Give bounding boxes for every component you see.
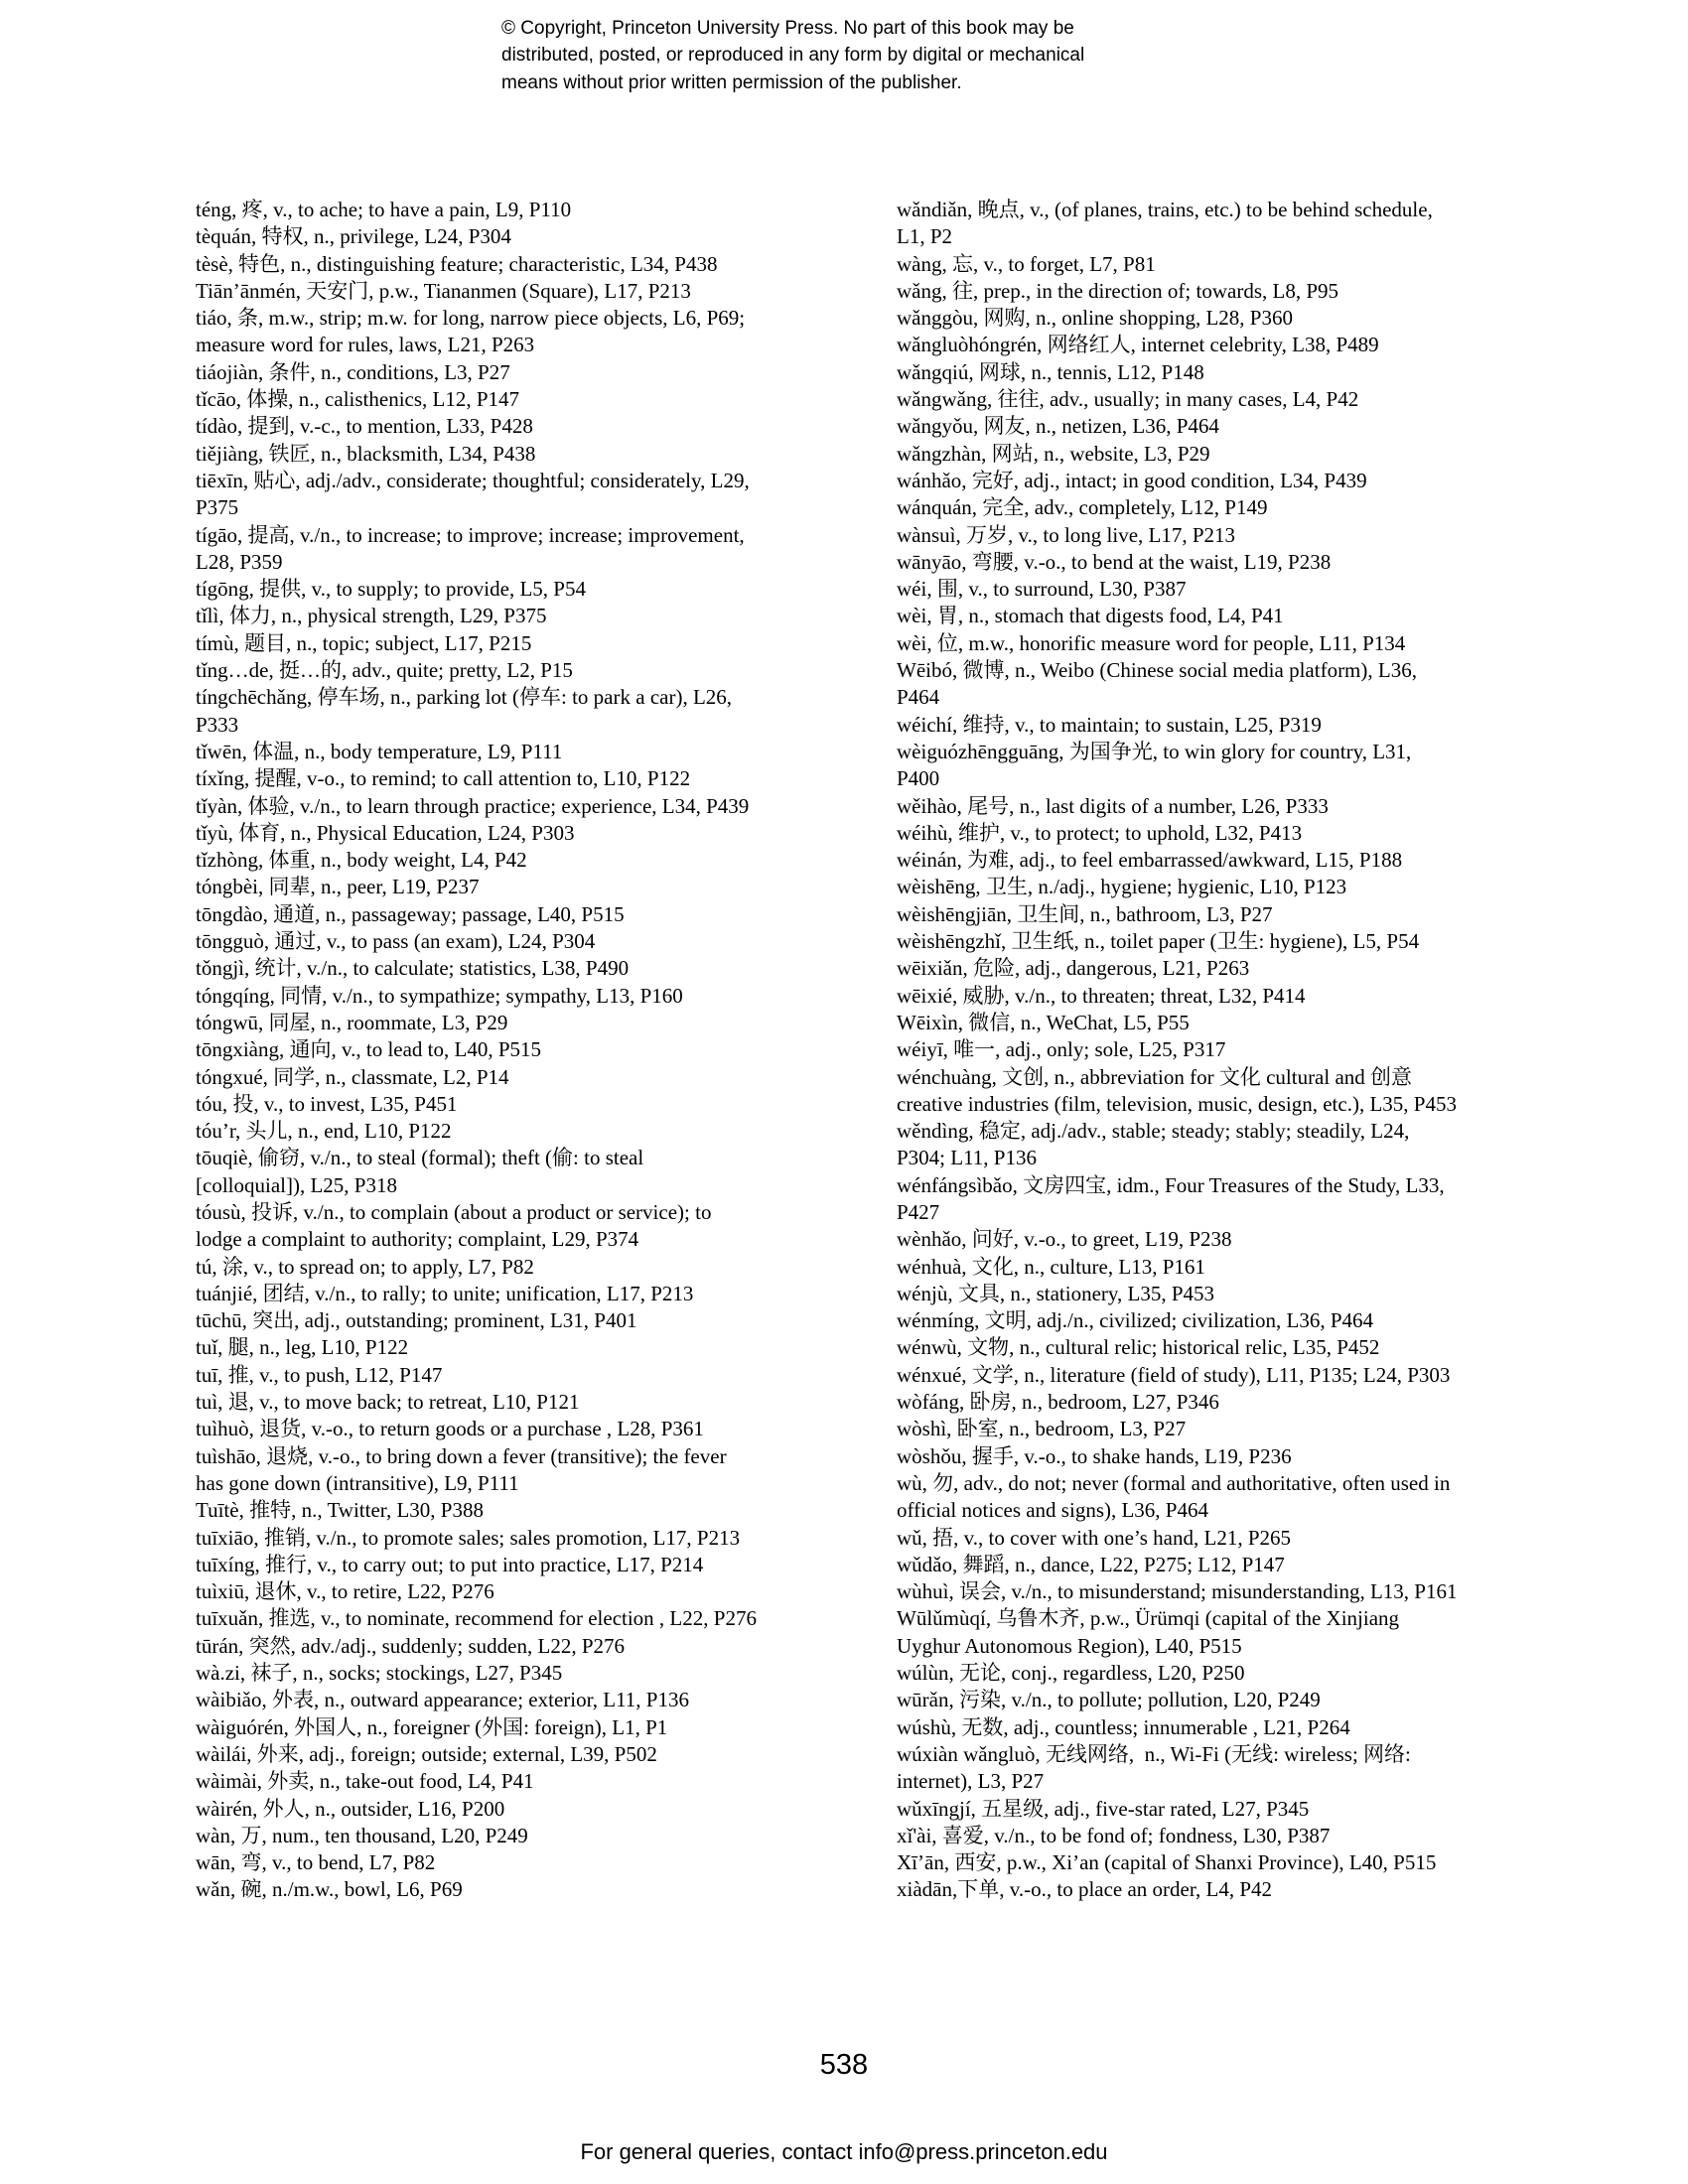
glossary-entry-line: wěndìng, 稳定, adj./adv., stable; steady; stably; steadily, L24, [897, 1119, 1410, 1144]
glossary-entry-line: wān, 弯, v., to bend, L7, P82 [196, 1850, 436, 1875]
glossary-entry-line: tiáojiàn, 条件, n., conditions, L3, P27 [196, 359, 510, 384]
footer-contact: For general queries, contact info@press.princeton.edu [580, 2139, 1108, 2164]
glossary-entry-line: tōuqiè, 偷窃, v./n., to steal (formal); theft (偷: to steal [196, 1146, 644, 1170]
glossary-entry-line: has gone down (intransitive), L9, P111 [196, 1470, 519, 1495]
glossary-entry-line: wúshù, 无数, adj., countless; innumerable , L21, P264 [897, 1714, 1350, 1739]
glossary-entry-line: wǎnggòu, 网购, n., online shopping, L28, P360 [897, 306, 1293, 331]
glossary-entry-line: tímù, 题目, n., topic; subject, L17, P215 [196, 630, 532, 655]
glossary-entry-line: wǔ, 捂, v., to cover with one’s hand, L21, P265 [897, 1525, 1292, 1550]
glossary-entry-line: wàirén, 外人, n., outsider, L16, P200 [196, 1796, 505, 1821]
glossary-entry-line: wéiyī, 唯一, adj., only; sole, L25, P317 [897, 1037, 1226, 1062]
glossary-entry-line: tǐcāo, 体操, n., calisthenics, L12, P147 [196, 387, 520, 412]
glossary-entry-line: wòshǒu, 握手, v.-o., to shake hands, L19, P236 [897, 1443, 1292, 1468]
glossary-entry-line: wúxiàn wǎngluò, 无线网络, n., Wi-Fi (无线: wireless; 网络: [897, 1741, 1411, 1766]
glossary-entry-line: tōngdào, 通道, n., passageway; passage, L40, P515 [196, 901, 625, 926]
glossary-entry-line: Wēibó, 微博, n., Weibo (Chinese social media platform), L36, [897, 658, 1417, 683]
glossary-entry-line: tuǐ, 腿, n., leg, L10, P122 [196, 1335, 409, 1360]
glossary-entry-line: P304; L11, P136 [897, 1146, 1037, 1170]
glossary-entry-line: wàimài, 外卖, n., take-out food, L4, P41 [196, 1769, 534, 1794]
glossary-entry-line: wǔdǎo, 舞蹈, n., dance, L22, P275; L12, P147 [897, 1552, 1285, 1576]
glossary-entry-line: tuìxiū, 退休, v., to retire, L22, P276 [196, 1579, 494, 1604]
glossary-entry-line: tūchū, 突出, adj., outstanding; prominent, L31, P401 [196, 1308, 637, 1333]
glossary-entry-line: tuì, 退, v., to move back; to retreat, L10, P121 [196, 1390, 580, 1415]
glossary-entry-line: wà.zi, 袜子, n., socks; stockings, L27, P345 [196, 1661, 563, 1686]
glossary-entry-line: wànsuì, 万岁, v., to long live, L17, P213 [897, 522, 1236, 547]
glossary-entry-line: tóu’r, 头儿, n., end, L10, P122 [196, 1119, 452, 1144]
glossary-entry-line: L1, P2 [897, 224, 953, 249]
glossary-entry-line: wàiguórén, 外国人, n., foreigner (外国: foreign), L1, P1 [196, 1714, 668, 1739]
glossary-entry-line: wénmíng, 文明, adj./n., civilized; civilization, L36, P464 [897, 1308, 1374, 1333]
glossary-entry-line: tiēxīn, 贴心, adj./adv., considerate; thoughtful; considerately, L29, [196, 468, 750, 492]
glossary-entry-line: Tuītè, 推特, n., Twitter, L30, P388 [196, 1498, 484, 1523]
glossary-entry-line: tóngxué, 同学, n., classmate, L2, P14 [196, 1064, 509, 1089]
page-number: 538 [819, 2049, 869, 2081]
glossary-entry-line: tígāo, 提高, v./n., to increase; to improve; increase; improvement, [196, 522, 745, 547]
glossary-entry-line: tǐyàn, 体验, v./n., to learn through practice; experience, L34, P439 [196, 793, 750, 818]
glossary-entry-line: tóngqíng, 同情, v./n., to sympathize; sympathy, L13, P160 [196, 983, 683, 1008]
glossary-entry-line: tǒngjì, 统计, v./n., to calculate; statistics, L38, P490 [196, 956, 630, 981]
glossary-entry-line: wénhuà, 文化, n., culture, L13, P161 [897, 1254, 1205, 1279]
glossary-entry-line: wénchuàng, 文创, n., abbreviation for 文化 cultural and 创意 [897, 1064, 1413, 1089]
glossary-entry-line: wèi, 位, m.w., honorific measure word for people, L11, P134 [897, 630, 1406, 655]
glossary-entry-line: wǎng, 往, prep., in the direction of; towards, L8, P95 [897, 278, 1338, 303]
glossary-entry-line: tǐwēn, 体温, n., body temperature, L9, P111 [196, 739, 563, 763]
glossary-entry-line: wǎngzhàn, 网站, n., website, L3, P29 [897, 441, 1210, 466]
glossary-entry-line: Wēixìn, 微信, n., WeChat, L5, P55 [897, 1010, 1190, 1034]
glossary-entry-line: tōngguò, 通过, v., to pass (an exam), L24, P304 [196, 929, 596, 954]
glossary-entry-line: wǎngyǒu, 网友, n., netizen, L36, P464 [897, 414, 1219, 439]
glossary-entry-line: wèishēngzhǐ, 卫生纸, n., toilet paper (卫生: hygiene), L5, P54 [897, 929, 1420, 954]
glossary-entry-line: tuìshāo, 退烧, v.-o., to bring down a fever (transitive); the fever [196, 1443, 727, 1468]
glossary-entry-line: tūrán, 突然, adv./adj., suddenly; sudden, L22, P276 [196, 1633, 626, 1658]
glossary-entry-line: wéichí, 维持, v., to maintain; to sustain, L25, P319 [897, 712, 1322, 737]
glossary-entry-line: wǎngwǎng, 往往, adv., usually; in many cases, L4, P42 [897, 387, 1359, 412]
glossary-entry-line: wàng, 忘, v., to forget, L7, P81 [897, 251, 1156, 276]
glossary-entry-line: wòfáng, 卧房, n., bedroom, L27, P346 [897, 1390, 1219, 1415]
glossary-entry-line: wèi, 胃, n., stomach that digests food, L4, P41 [897, 604, 1284, 628]
glossary-entry-line: official notices and signs), L36, P464 [897, 1498, 1208, 1523]
glossary-entry-line: wānyāo, 弯腰, v.-o., to bend at the waist, L19, P238 [897, 549, 1332, 574]
glossary-entry-line: wǎngqiú, 网球, n., tennis, L12, P148 [897, 359, 1204, 384]
glossary-entry-line: wǎngluòhóngrén, 网络红人, internet celebrity, L38, P489 [897, 333, 1379, 357]
glossary-entry-line: tuánjié, 团结, v./n., to rally; to unite; unification, L17, P213 [196, 1281, 694, 1305]
glossary-entry-line: tíxǐng, 提醒, v-o., to remind; to call attention to, L10, P122 [196, 766, 691, 791]
glossary-entry-line: wù, 勿, adv., do not; never (formal and authoritative, often used in [897, 1470, 1451, 1495]
glossary-entry-line: wěihào, 尾号, n., last digits of a number, L26, P333 [897, 793, 1329, 818]
copyright-line: © Copyright, Princeton University Press. No part of this book may be [501, 18, 1074, 39]
glossary-entry-line: wénxué, 文学, n., literature (field of study), L11, P135; L24, P303 [897, 1362, 1451, 1387]
glossary-entry-line: wūrǎn, 污染, v./n., to pollute; pollution, L20, P249 [897, 1688, 1321, 1712]
glossary-entry-line: tǐng…de, 挺…的, adv., quite; pretty, L2, P15 [196, 658, 573, 683]
glossary-entry-line: tiáo, 条, m.w., strip; m.w. for long, narrow piece objects, L6, P69; [196, 306, 746, 331]
glossary-entry-line: tōngxiàng, 通向, v., to lead to, L40, P515 [196, 1037, 542, 1062]
glossary-entry-line: Xī’ān, 西安, p.w., Xi’an (capital of Shanxi Province), L40, P515 [897, 1850, 1437, 1875]
glossary-entry-line: tíngchēchǎng, 停车场, n., parking lot (停车: to park a car), L26, [196, 685, 733, 710]
glossary-entry-line: tuīxuǎn, 推选, v., to nominate, recommend for election , L22, P276 [196, 1606, 757, 1631]
glossary-entry-line: wéi, 围, v., to surround, L30, P387 [897, 577, 1187, 602]
glossary-entry-line: tǐlì, 体力, n., physical strength, L29, P375 [196, 604, 547, 628]
glossary-entry-line: internet), L3, P27 [897, 1769, 1045, 1794]
glossary-entry-line: tuī, 推, v., to push, L12, P147 [196, 1362, 443, 1387]
glossary-entry-line: tèquán, 特权, n., privilege, L24, P304 [196, 224, 511, 249]
glossary-entry-line: wùhuì, 误会, v./n., to misunderstand; misunderstanding, L13, P161 [897, 1579, 1458, 1604]
glossary-entry-line: wēixiǎn, 危险, adj., dangerous, L21, P263 [897, 956, 1250, 981]
glossary-entry-line: tuìhuò, 退货, v.-o., to return goods or a purchase , L28, P361 [196, 1417, 704, 1441]
glossary-column-left [196, 197, 757, 1904]
glossary-entry-line: tǐzhòng, 体重, n., body weight, L4, P42 [196, 848, 527, 873]
glossary-entry-line: tǐyù, 体育, n., Physical Education, L24, P303 [196, 820, 575, 845]
glossary-entry-line: Wūlǔmùqí, 乌鲁木齐, p.w., Ürümqi (capital of the Xinjiang [897, 1606, 1400, 1631]
glossary-entry-line: tóu, 投, v., to invest, L35, P451 [196, 1091, 458, 1116]
glossary-entry-line: wéihù, 维护, v., to protect; to uphold, L32, P413 [897, 820, 1303, 845]
glossary-entry-line: wàn, 万, num., ten thousand, L20, P249 [196, 1823, 528, 1847]
glossary-entry-line: tídào, 提到, v.-c., to mention, L33, P428 [196, 414, 533, 439]
glossary-entry-line: tuīxiāo, 推销, v./n., to promote sales; sales promotion, L17, P213 [196, 1525, 741, 1550]
copyright-line: distributed, posted, or reproduced in any form by digital or mechanical [501, 45, 1085, 67]
glossary-entry-line: tuīxíng, 推行, v., to carry out; to put into practice, L17, P214 [196, 1552, 704, 1576]
glossary-entry-line: lodge a complaint to authority; complaint, L29, P374 [196, 1227, 639, 1252]
glossary-entry-line: tóngbèi, 同辈, n., peer, L19, P237 [196, 875, 480, 899]
glossary-entry-line: xiàdān,下单, v.-o., to place an order, L4, P42 [897, 1877, 1273, 1902]
glossary-entry-line: P333 [196, 712, 239, 737]
glossary-entry-line: L28, P359 [196, 549, 283, 574]
glossary-entry-line: P375 [196, 495, 239, 520]
glossary-entry-line: wòshì, 卧室, n., bedroom, L3, P27 [897, 1417, 1187, 1441]
glossary-entry-line: tèsè, 特色, n., distinguishing feature; characteristic, L34, P438 [196, 251, 718, 276]
glossary-entry-line: téng, 疼, v., to ache; to have a pain, L9, P110 [196, 198, 572, 221]
glossary-entry-line: wǎndiǎn, 晚点, v., (of planes, trains, etc.) to be behind schedule, [897, 198, 1433, 221]
glossary-entry-line: wúlùn, 无论, conj., regardless, L20, P250 [897, 1661, 1245, 1686]
glossary-entry-line: measure word for rules, laws, L21, P263 [196, 333, 535, 357]
glossary-entry-line: wénjù, 文具, n., stationery, L35, P453 [897, 1281, 1215, 1305]
glossary-entry-line: wēixié, 威胁, v./n., to threaten; threat, L32, P414 [897, 983, 1306, 1008]
glossary-column-right [897, 197, 1457, 1904]
glossary-entry-line: wéinán, 为难, adj., to feel embarrassed/awkward, L15, P188 [897, 848, 1403, 873]
glossary-entry-line: wèishēngjiān, 卫生间, n., bathroom, L3, P27 [897, 901, 1273, 926]
glossary-entry-line: wèishēng, 卫生, n./adj., hygiene; hygienic, L10, P123 [897, 875, 1347, 899]
glossary-entry-line: creative industries (film, television, music, design, etc.), L35, P453 [897, 1091, 1457, 1116]
glossary-entry-line: wánhǎo, 完好, adj., intact; in good condition, L34, P439 [897, 468, 1367, 492]
glossary-entry-line: wánquán, 完全, adv., completely, L12, P149 [897, 495, 1268, 520]
glossary-entry-line: [colloquial]), L25, P318 [196, 1172, 397, 1197]
glossary-entry-line: wénwù, 文物, n., cultural relic; historical relic, L35, P452 [897, 1335, 1380, 1360]
glossary-entry-line: P464 [897, 685, 940, 710]
glossary-entry-line: tóngwū, 同屋, n., roommate, L3, P29 [196, 1010, 508, 1034]
glossary-entry-line: wàilái, 外来, adj., foreign; outside; external, L39, P502 [196, 1741, 657, 1766]
glossary-entry-line: wǎn, 碗, n./m.w., bowl, L6, P69 [196, 1877, 463, 1902]
copyright-line: means without prior written permission of the publisher. [501, 71, 962, 93]
glossary-entry-line: P400 [897, 766, 940, 791]
glossary-entry-line: tiějiàng, 铁匠, n., blacksmith, L34, P438 [196, 441, 536, 466]
glossary-entry-line: Tiān’ānmén, 天安门, p.w., Tiananmen (Square), L17, P213 [196, 278, 691, 303]
glossary-entry-line: wènhǎo, 问好, v.-o., to greet, L19, P238 [897, 1227, 1232, 1252]
glossary-entry-line: tú, 涂, v., to spread on; to apply, L7, P82 [196, 1254, 534, 1279]
copyright-notice [501, 16, 1084, 97]
glossary-entry-line: wénfángsìbǎo, 文房四宝, idm., Four Treasures of the Study, L33, [897, 1172, 1445, 1197]
glossary-entry-line: Uyghur Autonomous Region), L40, P515 [897, 1633, 1242, 1658]
glossary-entry-line: P427 [897, 1199, 940, 1224]
glossary-entry-line: wàibiǎo, 外表, n., outward appearance; exterior, L11, P136 [196, 1688, 689, 1712]
glossary-entry-line: wǔxīngjí, 五星级, adj., five-star rated, L27, P345 [897, 1796, 1310, 1821]
glossary-entry-line: xǐ'ài, 喜爱, v./n., to be fond of; fondness, L30, P387 [897, 1823, 1331, 1847]
glossary-entry-line: tígōng, 提供, v., to supply; to provide, L5, P54 [196, 577, 586, 602]
glossary-entry-line: tóusù, 投诉, v./n., to complain (about a product or service); to [196, 1199, 712, 1224]
glossary-entry-line: wèiguózhēngguāng, 为国争光, to win glory for country, L31, [897, 739, 1412, 763]
